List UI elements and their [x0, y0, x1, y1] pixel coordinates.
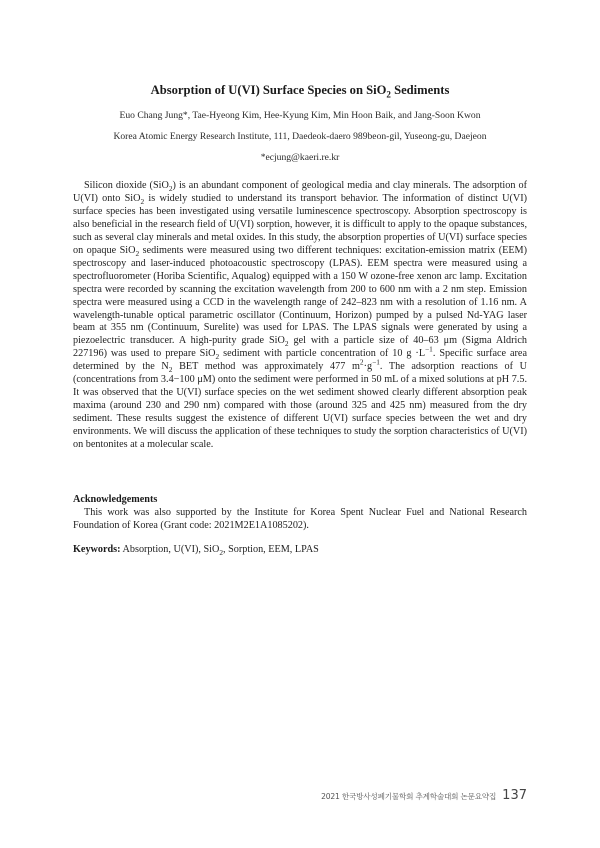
- acknowledgements-body: This work was also supported by the Institute for Korea Spent Nuclear Fuel and National Research Foundation of Korea (Grant code: 2021M2E1A1085202).: [73, 507, 527, 531]
- affiliation: Korea Atomic Energy Research Institute, 111, Daedeok-daero 989beon-gil, Yuseong-gu, Daejeon: [113, 131, 487, 142]
- paper-title: Absorption of U(VI) Surface Species on SiO$_2$ Sediments: [150, 83, 450, 100]
- keywords-line: Keywords: Absorption, U(VI), SiO$_2$, Sorption, EEM, LPAS: [73, 544, 319, 558]
- corresponding-email: *ecjung@kaeri.re.kr: [260, 152, 340, 163]
- page-number: 137: [502, 788, 527, 803]
- keywords-label: Keywords:: [73, 544, 121, 555]
- abstract-body: Silicon dioxide (SiO$_2$) is an abundant component of geological media and clay minerals. The adsorption of U(VI) onto SiO$_2$ is widely studied to understand its transport behavior. The information of distinct U(VI) surface species has been investigated using versatile luminescence spectroscopy. Absorption spectroscopy is also beneficial in the research field of U(VI) sorption, however, it is difficult to apply to the opaque substances, such as several clay minerals and metal oxides. In this study, the absorption properties of U(VI) surface species on opaque SiO$_2$ sediments were measured using two different techniques: excitation-emission matrix (EEM) spectroscopy and laser-induced photoacoustic spectroscopy (LPAS). EEM spectra were measured using a spectrofluorometer (Horiba Scientific, Aqualog) equipped with a 150 W ozone-free xenon arc lamp. Excitation spectra were recorded by scanning the excitation wavelength from 200 to 600 nm with a 2 nm step. Emission spectra were measured using a CCD in the wavelength range of 242–823 nm with a resolution of 1.16 nm. A wavelength-tunable optical parametric oscillator (Continuum, Horizon) pumped by a pulsed Nd-YAG laser beam at 355 nm (Continuum, Surelite) was used for LPAS. The LPAS signals were generated by using a piezoelectric transducer. A high-purity grade SiO$_2$ gel with a particle size of 40–63 μm (Sigma Aldrich 227196) was used to prepare SiO$_2$ sediment with particle concentration of 10 $g \cdot L^{-1}$. Specific surface area determined by the $N_2$ BET method was approximately 477 $m^2\cdot g^{-1}$. The adsorption reactions of U (concentrations from 3.4−100 μM) onto the sediment were performed in 50 mL of a mixed solutions at pH 7.5. It was observed that the U(VI) surface species on the wet sediment showed clearly different absorption peak maxima (around 230 and 290 nm) compared with those (around 325 and 425 nm) measured from the dry sediment. These results suggest the existence of different U(VI) surface species between the wet and dry environments. We will discuss the application of these techniques to study the sorption characteristics of U(VI) on bentonites at a molecular scale.: [73, 180, 527, 451]
- acknowledgements-heading: Acknowledgements: [73, 494, 158, 505]
- footer-proceedings-title: 2021 한국방사성폐기물학회 추계학술대회 논문요약집: [321, 792, 497, 801]
- page-footer: [321, 788, 527, 803]
- author-list: Euo Chang Jung*, Tae-Hyeong Kim, Hee-Kyung Kim, Min Hoon Baik, and Jang-Soon Kwon: [119, 110, 481, 121]
